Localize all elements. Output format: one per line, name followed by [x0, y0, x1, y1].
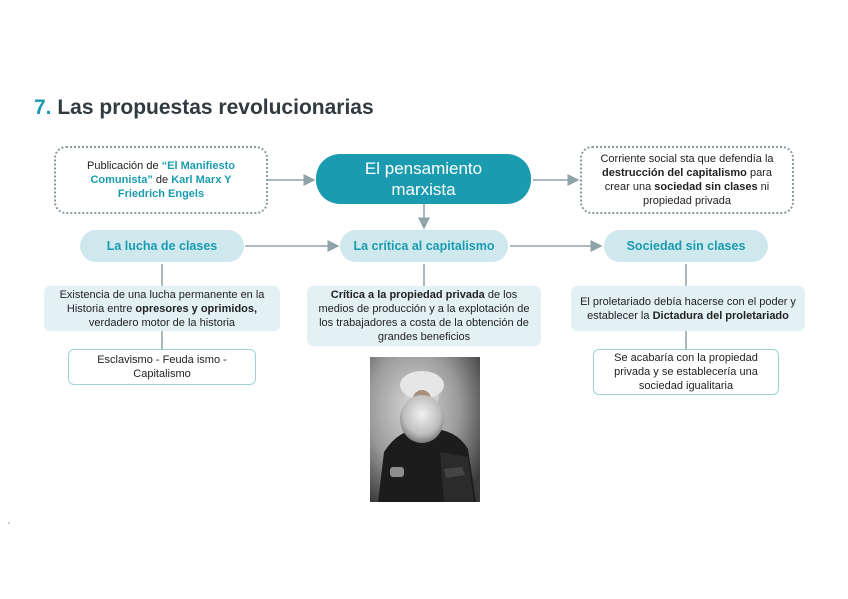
section-number: 7.: [34, 96, 52, 119]
pill-lucha-de-clases: La lucha de clases: [80, 230, 244, 262]
note-manifesto-prefix: Publicación de: [87, 160, 162, 172]
note-corriente-b2: sociedad sin clases: [654, 181, 758, 193]
desc-critica-b1: Crítica a la propiedad privada: [330, 289, 485, 301]
note-manifesto-text: [66, 159, 256, 201]
note-corriente-p3: ni propiedad privada: [642, 181, 770, 207]
note-manifesto-authors: Karl Marx Y Friedrich Engels: [117, 174, 232, 200]
note-corriente-b1: destrucción del capitalismo: [602, 167, 747, 179]
desc-critica-capitalismo: [307, 286, 541, 346]
central-node-line1: El pensamiento: [364, 159, 483, 178]
note-corriente-p2: para crear una: [604, 167, 772, 193]
central-node-line2: marxista: [391, 180, 456, 199]
note-manifesto-middle: de: [152, 174, 172, 186]
note-corriente-p1: Corriente social sta que defendía la: [600, 153, 774, 165]
sub-sociedad-igualitaria: Se acabaría con la propiedad privada y se establecería una sociedad igualitaria: [593, 349, 779, 395]
note-corriente: [580, 146, 794, 214]
section-title: Las propuestas revolucionarias: [57, 96, 374, 119]
note-manifesto: [54, 146, 268, 214]
page-title: [34, 96, 374, 120]
desc-lucha-de-clases: [44, 286, 280, 331]
note-manifesto-title: “El Manifiesto Comunista”: [90, 160, 235, 186]
desc-critica-p1: de los medios de producción y a la explotación de los trabajadores a costa de la obtención de grandes beneficios: [318, 289, 530, 343]
desc-lucha-b1: opresores y oprimidos,: [135, 302, 258, 315]
desc-sociedad-sin-clases: [571, 286, 805, 331]
central-node: [316, 154, 531, 204]
desc-lucha-p1: Existencia de una lucha permanente en la Historia entre: [59, 288, 265, 315]
note-corriente-text: [590, 152, 784, 208]
page-mark: [8, 522, 10, 524]
sub-modos-produccion: Esclavismo - Feuda ismo - Capitalismo: [68, 349, 256, 385]
desc-lucha-p2: verdadero motor de la historia: [88, 316, 236, 329]
pill-critica-capitalismo: La crítica al capitalismo: [340, 230, 508, 262]
desc-sociedad-b1: Dictadura del proletariado: [652, 309, 789, 322]
desc-sociedad-p1: El proletariado debía hacerse con el poder y establecer la: [580, 295, 796, 322]
pill-sociedad-sin-clases: Sociedad sin clases: [604, 230, 768, 262]
karl-marx-portrait: [370, 357, 480, 502]
